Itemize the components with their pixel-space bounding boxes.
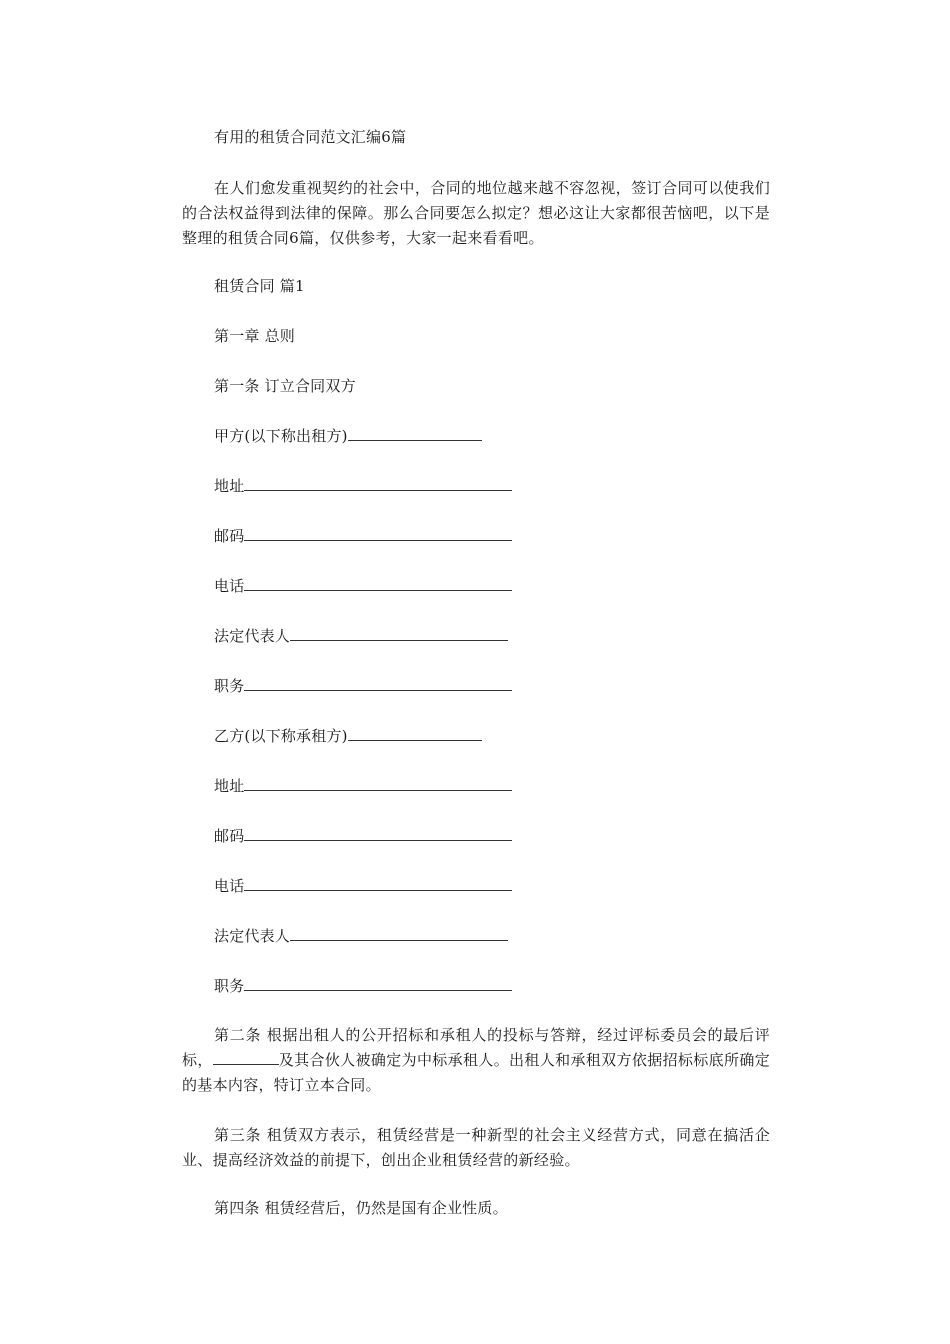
party-b-phone-label: 电话 bbox=[214, 877, 245, 895]
party-a-position-line bbox=[214, 676, 512, 696]
party-a-postcode-blank bbox=[244, 526, 512, 541]
party-a-address-line bbox=[214, 476, 512, 496]
party-b-postcode-label: 邮码 bbox=[214, 827, 245, 845]
article-1: 第一条 订立合同双方 bbox=[214, 377, 356, 395]
party-b-postcode-blank bbox=[244, 826, 512, 841]
article-2-part-b: 及其合伙人被确定为中标承租人。出租人和承租双方依据招标标底所确定的基本内容，特订立本合同。 bbox=[182, 1051, 770, 1094]
party-b-phone-line bbox=[214, 876, 512, 896]
party-a-address-label: 地址 bbox=[214, 477, 245, 495]
party-a-phone-label: 电话 bbox=[214, 577, 245, 595]
party-b-legal-rep-blank bbox=[290, 926, 508, 941]
party-a-postcode-line bbox=[214, 526, 512, 546]
article-3: 第三条 租赁双方表示，租赁经营是一种新型的社会主义经营方式，同意在搞活企业、提高经济效益的前提下，创出企业租赁经营的新经验。 bbox=[182, 1126, 770, 1169]
document-title: 有用的租赁合同范文汇编6篇 bbox=[214, 128, 407, 146]
party-a-label: 甲方(以下称出租方) bbox=[214, 427, 348, 445]
party-a-legal-rep-line bbox=[214, 626, 508, 646]
article-2-part-a: 第二条 根据出租人的公开招标和承租人的投标与答辩，经过评标委员会的最后评标， bbox=[182, 1026, 770, 1069]
party-a-line bbox=[214, 426, 482, 446]
party-b-position-blank bbox=[244, 976, 512, 991]
party-b-position-line bbox=[214, 976, 512, 996]
article-2-blank bbox=[213, 1050, 279, 1065]
party-a-position-label: 职务 bbox=[214, 677, 245, 695]
party-a-postcode-label: 邮码 bbox=[214, 527, 245, 545]
party-a-legal-rep-label: 法定代表人 bbox=[214, 627, 291, 645]
party-a-legal-rep-blank bbox=[290, 626, 508, 641]
chapter-heading: 第一章 总则 bbox=[214, 327, 295, 345]
party-b-line bbox=[214, 726, 482, 746]
section-heading: 租赁合同 篇1 bbox=[214, 277, 305, 295]
article-2 bbox=[182, 1023, 770, 1098]
party-b-address-line bbox=[214, 776, 512, 796]
party-b-postcode-line bbox=[214, 826, 512, 846]
party-b-position-label: 职务 bbox=[214, 977, 245, 995]
party-a-phone-blank bbox=[244, 576, 512, 591]
party-b-address-label: 地址 bbox=[214, 777, 245, 795]
article-4: 第四条 租赁经营后，仍然是国有企业性质。 bbox=[214, 1199, 508, 1217]
party-b-phone-blank bbox=[244, 876, 512, 891]
party-b-legal-rep-line bbox=[214, 926, 508, 946]
party-b-legal-rep-label: 法定代表人 bbox=[214, 927, 291, 945]
party-a-blank bbox=[348, 426, 482, 441]
party-a-phone-line bbox=[214, 576, 512, 596]
party-b-address-blank bbox=[244, 776, 512, 791]
party-b-blank bbox=[348, 726, 482, 741]
intro-paragraph: 在人们愈发重视契约的社会中，合同的地位越来越不容忽视，签订合同可以使我们的合法权益得到法律的保障。那么合同要怎么拟定？想必这让大家都很苦恼吧，以下是整理的租赁合同6篇，仅供参考，大家一起来看看吧。 bbox=[182, 179, 770, 247]
party-a-position-blank bbox=[244, 676, 512, 691]
party-a-address-blank bbox=[244, 476, 512, 491]
party-b-label: 乙方(以下称承租方) bbox=[214, 727, 348, 745]
